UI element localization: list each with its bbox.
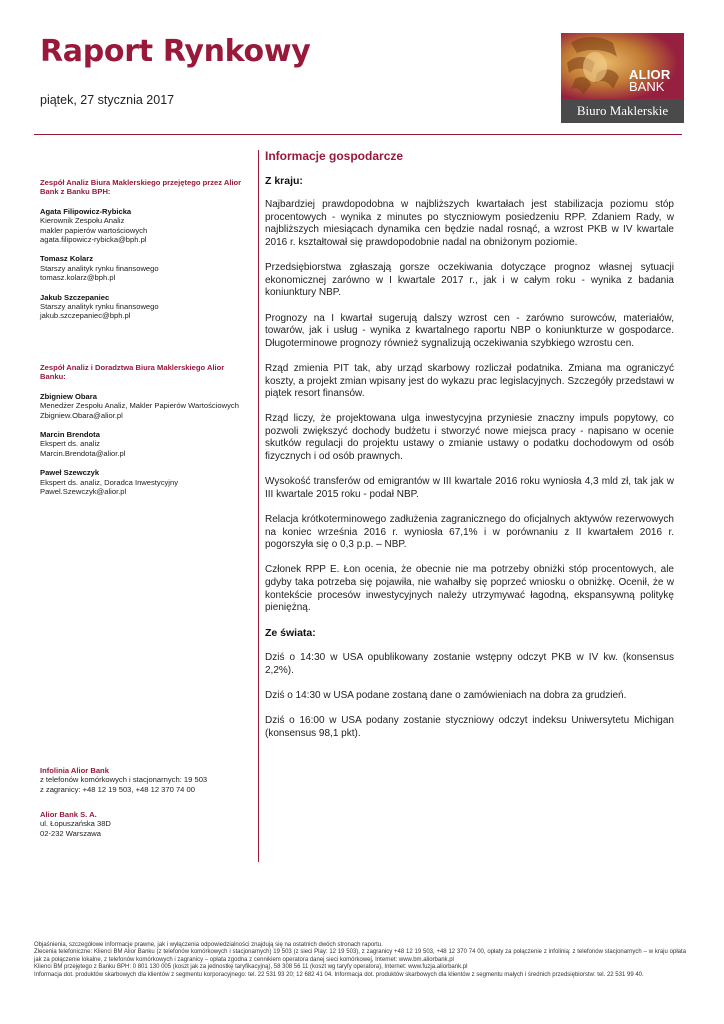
logo-alior-text: ALIOR bbox=[629, 67, 671, 82]
news-paragraph: Dziś o 14:30 w USA opublikowany zostanie wstępny odczyt PKB w IV kw. (konsensus 2,2%). bbox=[265, 651, 674, 676]
news-paragraph: Wysokość transferów od emigrantów w III kwartale 2016 roku wyniosła 4,3 mld zł, tak jak w III kwartale 2015 roku - podał NBP. bbox=[265, 476, 674, 500]
footer-line: Zlecenia telefoniczne: Klienci BM Alior Banku (z telefonów komórkowych i stacjonarnych) 19 503 (z sieci Play: 12 19 503), z zagranicy +48 12 19 503, +48 12 370 74 00, opłaty za połączenie z infolinią: z telefonów stacjonarnych – w kraju opłata jak za połączenie lokalne, z telefonów komórkowych i zagranicy – opłata zgodna z cennikiem operatora danej sieci komórkowej, Internet: www.bm.aliorbank.pl bbox=[34, 949, 686, 963]
analyst-entry bbox=[40, 392, 250, 420]
analyst-entry bbox=[40, 430, 250, 458]
analyst-email: Marcin.Brendota@alior.pl bbox=[40, 448, 126, 458]
analyst-role: Ekspert ds. analiz, Doradca Inwestycyjny bbox=[40, 477, 179, 487]
analyst-email: Pawel.Szewczyk@alior.pl bbox=[40, 486, 127, 496]
header-divider bbox=[34, 134, 682, 135]
footer-line: Informacja dot. produktów skarbowych dla klientów z segmentu korporacyjnego: tel. 22 531 93 20; 12 682 41 04. Informacja dot. produktów skarbowych dla klientów z segmentu małych i średnich przedsiębiorstw: tel. 22 531 99 40. bbox=[34, 971, 644, 978]
analyst-role: Ekspert ds. analiz bbox=[40, 439, 100, 449]
team-heading: Zespół Analiz Biura Maklerskiego przejętego przez Alior Bank z Banku BPH: bbox=[40, 178, 242, 197]
analyst-email: Zbigniew.Obara@alior.pl bbox=[40, 410, 123, 420]
team-heading: Zespół Analiz i Doradztwa Biura Maklerskiego Alior Banku: bbox=[40, 362, 225, 382]
footer-line: Objaśnienia, szczegółowe informacje prawne, jak i wyłączenia odpowiedzialności znajdują się na ostatnich dwóch stronach raportu. bbox=[34, 942, 383, 948]
infolinia-heading: Infolinia Alior Bank bbox=[40, 766, 109, 775]
news-paragraph: Prognozy na I kwartał sugerują dalszy wzrost cen - zarówno surowców, materiałów, towarów, jak i usług - wynika z kwartalnego raportu NBP o koniunkturze w gospodarce. Długoterminowe prognozy również sygnalizują oczekiwania szybkiego wzrostu cen. bbox=[265, 312, 674, 349]
analyst-email: tomasz.kolarz@bph.pl bbox=[40, 273, 116, 283]
analyst-entry bbox=[40, 293, 250, 321]
analyst-role: makler papierów wartościowych bbox=[40, 225, 148, 235]
main-content bbox=[265, 150, 674, 753]
news-paragraph: Rząd liczy, że projektowana ulga inwestycyjna przyniesie znaczny impuls popytowy, co pozwoli zwiększyć dochody budżetu i stworzyć nowe miejsca pracy - napisano w ocenie skutków regulacji do projektu ustawy o zmianie ustawy o podatku dochodowym od osób fizycznych i od osób prawnych. bbox=[265, 413, 674, 463]
footer-line: Klienci BM przejętego z Banku BPH: 0 801 130 005 (koszt jak za jednostkę taryfikacyjną), 58 308 56 11 (koszt wg taryfy operatora), Internet: www.fuzja.aliorbank.pl bbox=[34, 964, 468, 971]
analyst-entry bbox=[40, 207, 250, 245]
news-paragraph: Dziś o 16:00 w USA podany zostanie styczniowy odczyt indeksu Uniwersytetu Michigan (konsensus 98,1 pkt). bbox=[265, 714, 674, 739]
lion-head-icon bbox=[561, 33, 684, 99]
address-line: ul. Łopuszańska 38D bbox=[40, 819, 111, 829]
address-line: 02-232 Warszawa bbox=[40, 828, 101, 838]
analyst-name: Agata Filipowicz-Rybicka bbox=[40, 206, 132, 216]
analyst-name: Tomasz Kolarz bbox=[40, 254, 94, 264]
analyst-email: jakub.szczepaniec@bph.pl bbox=[40, 311, 131, 321]
analyst-role: Starszy analityk rynku finansowego bbox=[40, 302, 159, 312]
domestic-heading: Z kraju: bbox=[265, 174, 303, 187]
analyst-role: Starszy analityk rynku finansowego bbox=[40, 263, 159, 273]
infolinia-line: z telefonów komórkowych i stacjonarnych: 19 503 bbox=[40, 775, 208, 785]
alior-bank-logo bbox=[561, 33, 684, 123]
analyst-entry bbox=[40, 254, 250, 282]
news-paragraph: Dziś o 14:30 w USA podane zostaną dane o zamówieniach na dobra za grudzień. bbox=[265, 689, 627, 701]
analyst-role: Menedżer Zespołu Analiz, Makler Papierów Wartościowych bbox=[40, 401, 239, 411]
company-name: Alior Bank S. A. bbox=[40, 810, 97, 819]
analyst-name: Zbigniew Obara bbox=[40, 391, 97, 401]
logo-subtitle: Biuro Maklerskie bbox=[561, 99, 684, 123]
analyst-email: agata.filipowicz-rybicka@bph.pl bbox=[40, 235, 147, 245]
analyst-name: Jakub Szczepaniec bbox=[40, 292, 110, 302]
analyst-name: Paweł Szewczyk bbox=[40, 468, 100, 478]
world-heading: Ze świata: bbox=[265, 627, 316, 640]
news-paragraph: Relacja krótkoterminowego zadłużenia zagranicznego do oficjalnych aktywów rezerwowych na koniec września 2016 r. wyniosła 67,1% i w porównaniu z II kwartałem 2016 r. pogorszyła się o 0,3 p.p. – NBP. bbox=[265, 514, 674, 551]
analysts-sidebar bbox=[40, 178, 250, 496]
news-paragraph: Rząd zmienia PIT tak, aby urząd skarbowy rozliczał podatnika. Zmiana ma ograniczyć koszty, a projekt zmian wpisany jest do wykazu prac legislacyjnych. Szczegóły przedstawi w piątek resort finansów. bbox=[265, 362, 674, 400]
report-date: piątek, 27 stycznia 2017 bbox=[40, 93, 175, 107]
infolinia-line: z zagranicy: +48 12 19 503, +48 12 370 74 00 bbox=[40, 784, 195, 794]
column-divider bbox=[258, 150, 259, 862]
analyst-entry bbox=[40, 468, 250, 496]
legal-footer bbox=[34, 942, 686, 979]
analyst-role: Kierownik Zespołu Analiz bbox=[40, 216, 125, 226]
section-title: Informacje gospodarcze bbox=[265, 149, 404, 163]
news-paragraph: Przedsiębiorstwa zgłaszają gorsze oczekiwania dotyczące prognoz własnej sytuacji ekonomicznej zarówno w I kwartale 2017 r., jak i w całym roku - wynika z badania koniunktury NBP. bbox=[265, 262, 674, 299]
news-paragraph: Najbardziej prawdopodobna w najbliższych kwartałach jest stabilizacja poziomu stóp procentowych - wynika z minutes po styczniowym posiedzeniu RPP. Zdaniem Rady, w najbliższych miesiącach dynamika cen będzie nadal rosnąć, a wzrost PKB w IV kwartale 2016 r. kształtował się prawdopodobnie nadal na obniżonym poziomie. bbox=[265, 199, 674, 248]
infolinia-block bbox=[40, 766, 250, 794]
report-title: Raport Rynkowy bbox=[40, 34, 311, 69]
logo-bank-text: BANK bbox=[629, 79, 665, 94]
news-paragraph: Członek RPP E. Łon ocenia, że obecnie nie ma potrzeby obniżki stóp procentowych, ale gdyby taka potrzeba się pojawiła, nie wahałby się poprzeć wniosku o obniżkę. Ocenił, że w kontekście procesów inwestycyjnych należy utrzymywać łagodną, ekspansywną politykę pieniężną. bbox=[265, 564, 674, 614]
analyst-name: Marcin Brendota bbox=[40, 429, 100, 439]
address-block bbox=[40, 810, 250, 838]
